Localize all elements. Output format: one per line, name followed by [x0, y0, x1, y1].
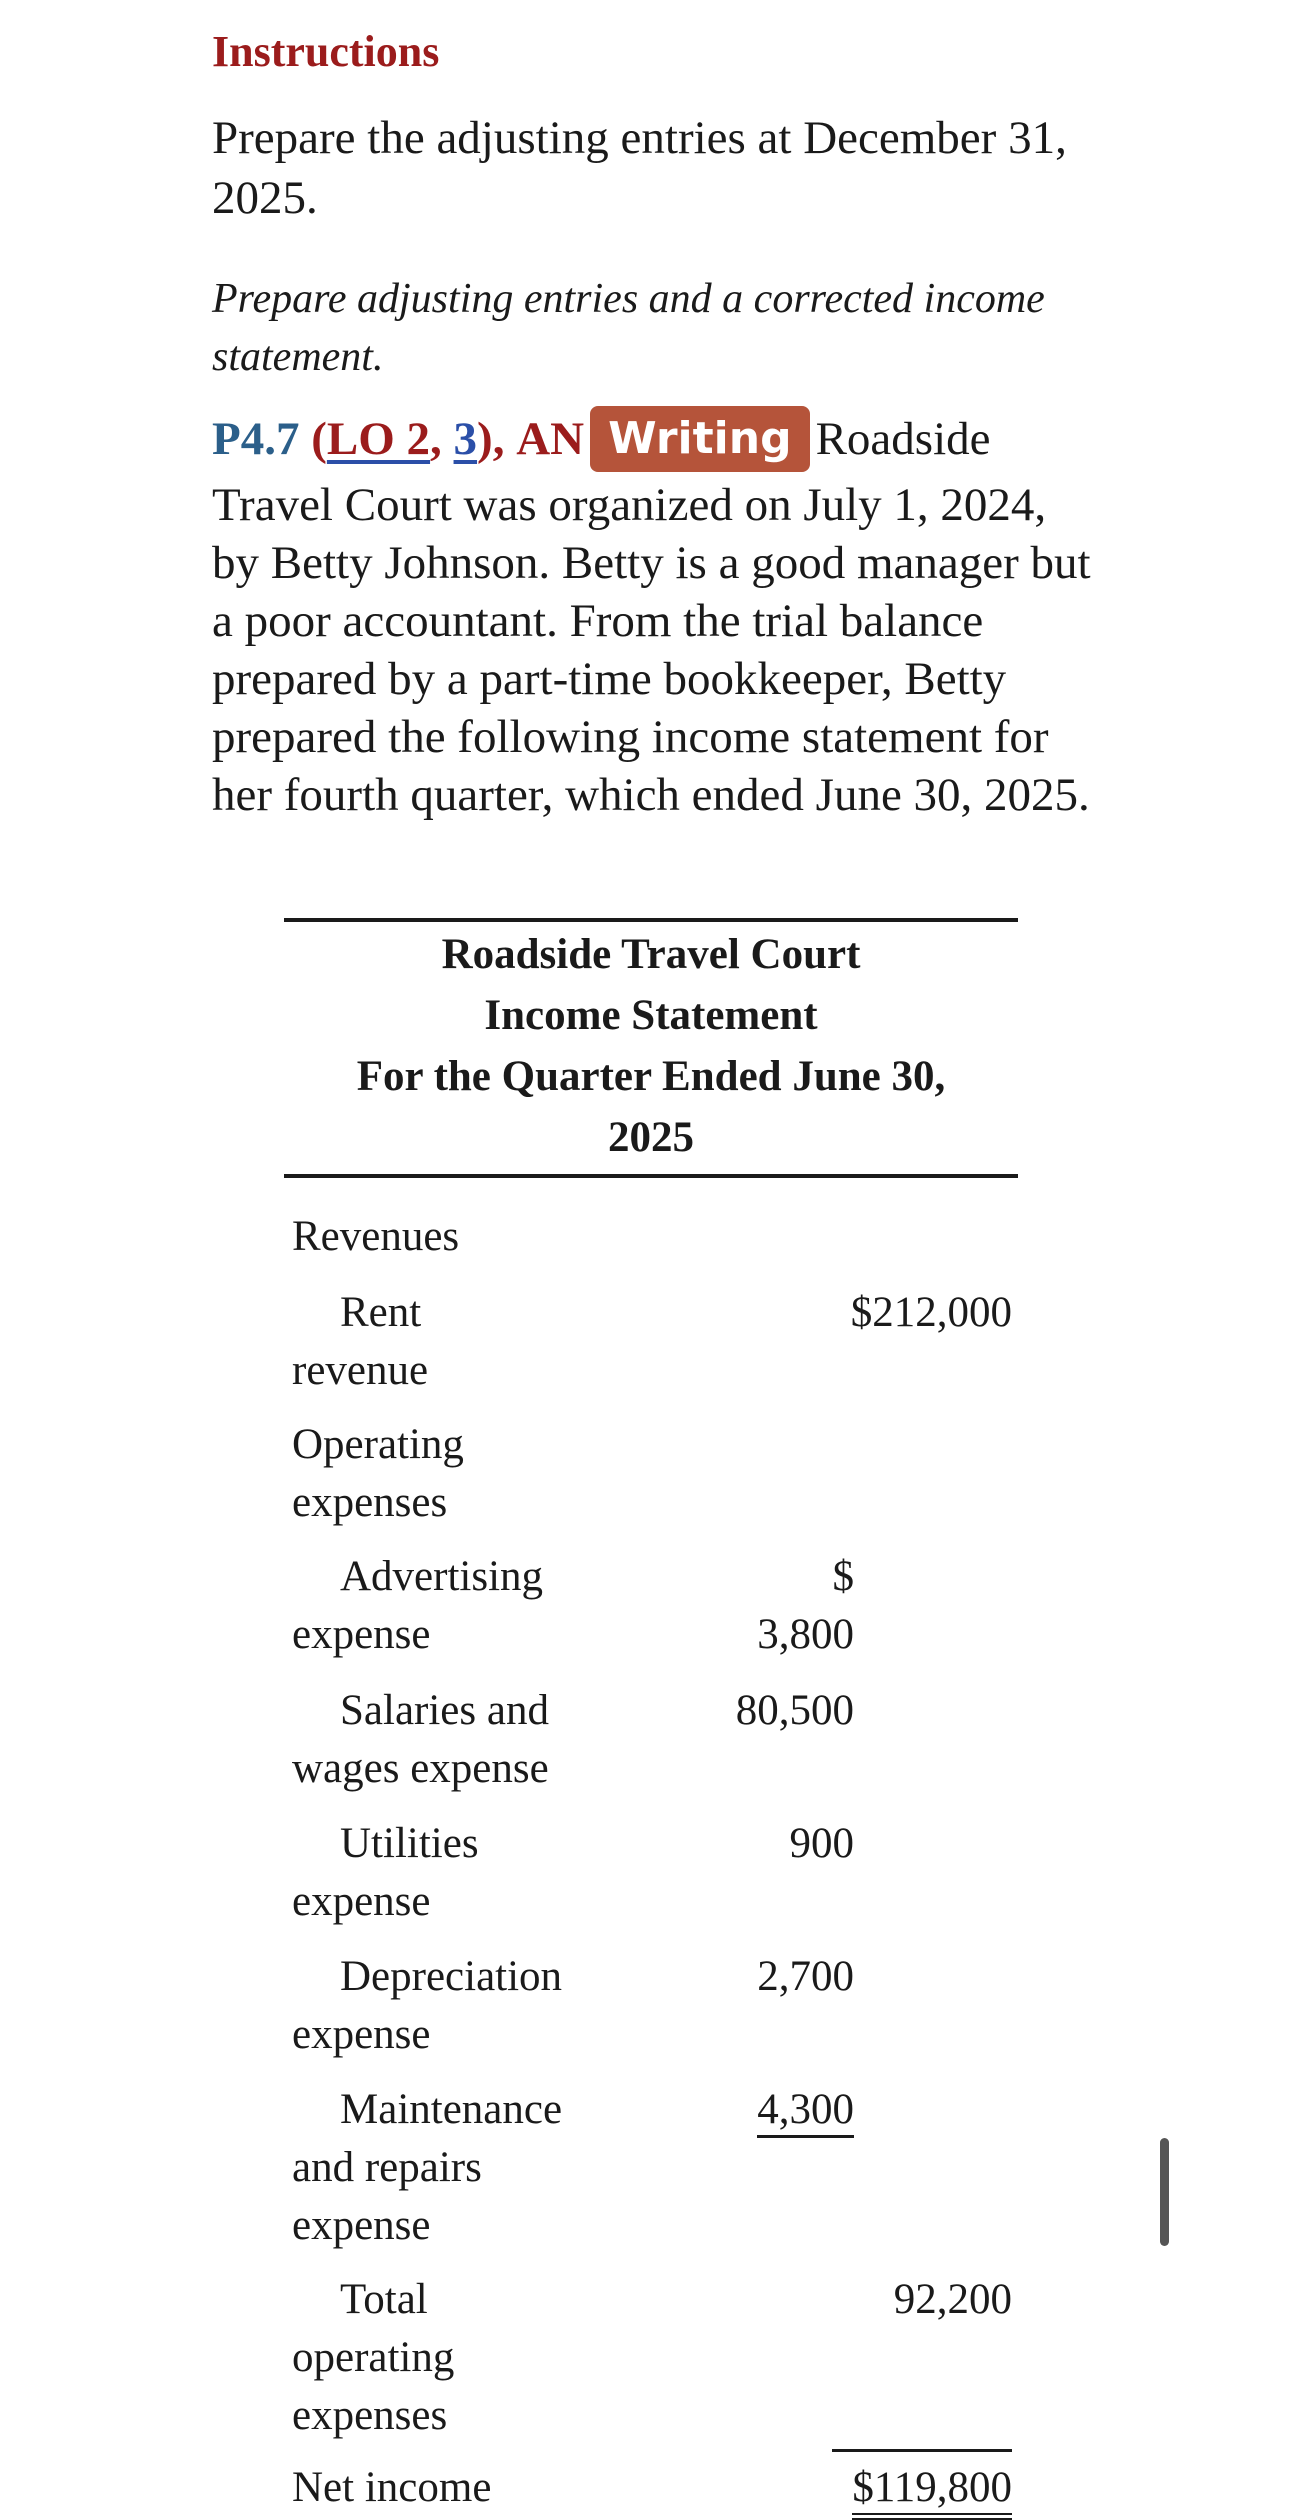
advertising-amount: 3,800 [757, 1611, 854, 1658]
problem-text: Travel Court was organized on July 1, 2024, by Betty Johnson. Betty is a good manager but a poor accountant. From the trial balance prepared by a part-time bookkeeper, Betty prepared the following income statement for her fourth quarter, which ended June 30, 2025. [212, 479, 1091, 822]
total-operating-amount: 92,200 [893, 2276, 1012, 2323]
scrollbar-thumb[interactable] [1160, 2138, 1169, 2246]
lo-close-paren: ), [477, 413, 505, 465]
rent-revenue-label2: revenue [292, 1347, 429, 1394]
statement-title: Income Statement [484, 992, 818, 1039]
revenues-label: Revenues [292, 1213, 460, 1260]
net-income-amount: $119,800 [852, 2464, 1012, 2520]
maintenance-label1: Maintenance [340, 2086, 563, 2133]
lo-3-link[interactable]: 3 [453, 413, 478, 465]
difficulty-level: AN [516, 413, 585, 465]
total-operating-label2: operating [292, 2334, 455, 2381]
salaries-label2: wages expense [292, 1745, 549, 1792]
maintenance-label2: and repairs [292, 2144, 482, 2191]
operating-label2: expenses [292, 1479, 448, 1526]
advertising-label2: expense [292, 1611, 431, 1658]
salaries-amount: 80,500 [735, 1687, 854, 1734]
utilities-label2: expense [292, 1878, 431, 1925]
statement-period-line2: 2025 [608, 1114, 694, 1161]
problem-number: P4.7 [212, 413, 300, 465]
maintenance-label3: expense [292, 2202, 431, 2249]
problem-statement [212, 410, 1092, 824]
advertising-label1: Advertising [340, 1553, 544, 1600]
rent-revenue-amount: $212,000 [850, 1289, 1012, 1336]
company-name: Roadside Travel Court [441, 931, 861, 978]
net-income-label: Net income [292, 2464, 492, 2511]
maintenance-amount: 4,300 [757, 2086, 854, 2138]
operating-label1: Operating [292, 1421, 464, 1468]
salaries-label1: Salaries and [340, 1687, 549, 1734]
statement-top-rule [284, 918, 1018, 922]
statement-header-rule [284, 1174, 1018, 1178]
lo-open-paren: ( [311, 413, 327, 465]
advertising-currency: $ [832, 1553, 854, 1600]
depreciation-label1: Depreciation [340, 1953, 563, 2000]
problem-text-lead: Roadside [815, 413, 991, 465]
instructions-heading: Instructions [212, 27, 440, 76]
lo-separator: , [430, 413, 454, 465]
writing-badge: Writing [590, 406, 809, 472]
depreciation-label2: expense [292, 2011, 431, 2058]
statement-header [284, 924, 1018, 1168]
instructions-text: Prepare the adjusting entries at December 31, 2025. [212, 112, 1067, 224]
utilities-amount: 900 [789, 1820, 854, 1867]
total-operating-label1: Total [340, 2276, 428, 2323]
statement-period-line1: For the Quarter Ended June 30, [356, 1053, 946, 1100]
utilities-label1: Utilities [340, 1820, 479, 1867]
problem-subtitle: Prepare adjusting entries and a corrected income statement. [212, 276, 1045, 380]
net-income-top-rule [832, 2449, 1012, 2452]
learning-objectives [311, 413, 504, 465]
total-operating-label3: expenses [292, 2392, 448, 2439]
lo-2-link[interactable]: LO 2 [326, 413, 431, 465]
rent-revenue-label1: Rent [340, 1289, 422, 1336]
depreciation-amount: 2,700 [757, 1953, 854, 2000]
